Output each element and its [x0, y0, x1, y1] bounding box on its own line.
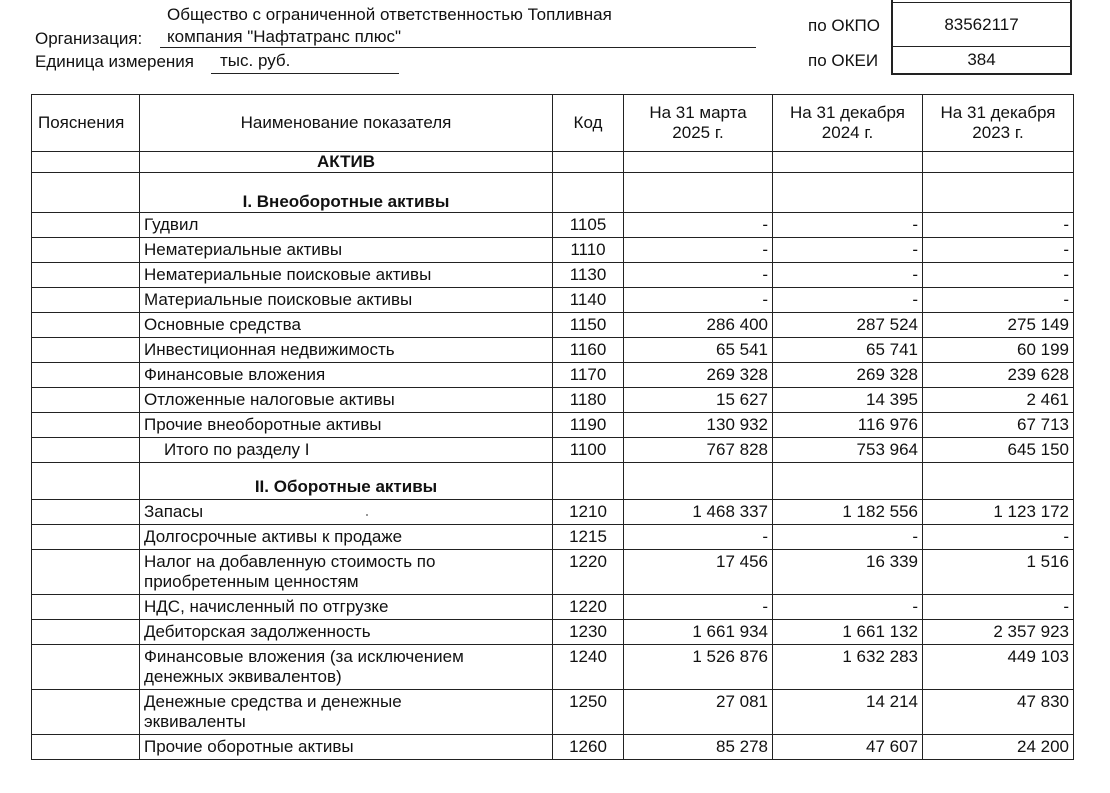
value-2023-12-31: -: [923, 238, 1074, 263]
row-code: 1150: [553, 313, 624, 338]
unit-value: тыс. руб.: [220, 51, 291, 70]
row-code: 1230: [553, 620, 624, 645]
value-2023-12-31: 24 200: [923, 735, 1074, 760]
value-2024-12-31: -: [773, 238, 923, 263]
value-2023-12-31: 2 357 923: [923, 620, 1074, 645]
row-name: Прочие оборотные активы: [140, 735, 553, 760]
col-header-date3: На 31 декабря 2023 г.: [923, 95, 1074, 152]
value-2023-12-31: -: [923, 263, 1074, 288]
value-2024-12-31: -: [773, 288, 923, 313]
table-row: [32, 238, 1074, 263]
row-code: 1110: [553, 238, 624, 263]
row-code: 1190: [553, 413, 624, 438]
section1-heading: I. Внеоборотные активы: [140, 173, 553, 213]
col-header-explanations: Пояснения: [32, 95, 140, 152]
org-name-line2: компания "Нафтатранс плюс": [167, 27, 402, 46]
value-2023-12-31: 1 516: [923, 550, 1074, 595]
table-row: [32, 338, 1074, 363]
value-2024-12-31: 1 661 132: [773, 620, 923, 645]
table-row: [32, 550, 1074, 595]
table-body: [32, 152, 1074, 760]
value-2024-12-31: 1 182 556: [773, 500, 923, 525]
row-code: 1260: [553, 735, 624, 760]
row-code: 1140: [553, 288, 624, 313]
table-row: [32, 363, 1074, 388]
balance-sheet-table: [31, 94, 1074, 760]
explanation-cell: [32, 388, 140, 413]
value-2025-03-31: -: [624, 263, 773, 288]
empty-cell: [553, 152, 624, 173]
explanation-cell: [32, 550, 140, 595]
value-2023-12-31: 275 149: [923, 313, 1074, 338]
row-code: 1220: [553, 550, 624, 595]
value-2025-03-31: -: [624, 213, 773, 238]
codes-box: [891, 0, 1072, 75]
explanation-cell: [32, 620, 140, 645]
value-2024-12-31: 269 328: [773, 363, 923, 388]
okei-value: 384: [967, 50, 996, 69]
row-name: Нематериальные поисковые активы: [140, 263, 553, 288]
value-2023-12-31: 645 150: [923, 438, 1074, 463]
value-2023-12-31: -: [923, 288, 1074, 313]
row-name: НДС, начисленный по отгрузке: [140, 595, 553, 620]
empty-cell: [773, 463, 923, 500]
row-code: 1130: [553, 263, 624, 288]
section2-heading: II. Оборотные активы: [140, 463, 553, 500]
explanation-cell: [32, 288, 140, 313]
explanation-cell: [32, 363, 140, 388]
okei-label: по ОКЕИ: [808, 51, 879, 70]
value-2024-12-31: -: [773, 595, 923, 620]
empty-cell: [923, 152, 1074, 173]
row-code: 1210: [553, 500, 624, 525]
explanation-cell: [32, 213, 140, 238]
value-2024-12-31: 116 976: [773, 413, 923, 438]
row-name: Прочие внеоборотные активы: [140, 413, 553, 438]
explanation-cell: [32, 735, 140, 760]
value-2025-03-31: 1 468 337: [624, 500, 773, 525]
row-name: Материальные поисковые активы: [140, 288, 553, 313]
table-row: [32, 313, 1074, 338]
explanation-cell: [32, 263, 140, 288]
table-header-row: [32, 95, 1074, 152]
row-code: 1180: [553, 388, 624, 413]
empty-cell: [773, 173, 923, 213]
value-2025-03-31: 15 627: [624, 388, 773, 413]
value-2024-12-31: 16 339: [773, 550, 923, 595]
value-2025-03-31: 1 526 876: [624, 645, 773, 690]
explanation-cell: [32, 338, 140, 363]
table-row: [32, 413, 1074, 438]
value-2025-03-31: 17 456: [624, 550, 773, 595]
value-2024-12-31: -: [773, 525, 923, 550]
empty-cell: [923, 463, 1074, 500]
row-code: 1220: [553, 595, 624, 620]
empty-cell: [624, 173, 773, 213]
row-name: Инвестиционная недвижимость: [140, 338, 553, 363]
row-name: Основные средства: [140, 313, 553, 338]
row-name: Налог на добавленную стоимость по приобретенным ценностям: [140, 550, 553, 595]
row-code: 1170: [553, 363, 624, 388]
empty-cell: [923, 173, 1074, 213]
value-2024-12-31: 753 964: [773, 438, 923, 463]
value-2024-12-31: -: [773, 213, 923, 238]
row-code: 1240: [553, 645, 624, 690]
table-row: [32, 263, 1074, 288]
table-row: [32, 525, 1074, 550]
value-2024-12-31: 65 741: [773, 338, 923, 363]
value-2025-03-31: 269 328: [624, 363, 773, 388]
table-row: [32, 388, 1074, 413]
value-2025-03-31: 85 278: [624, 735, 773, 760]
row-code: 1100: [553, 438, 624, 463]
table-row: [32, 690, 1074, 735]
value-2023-12-31: -: [923, 595, 1074, 620]
asset-heading: АКТИВ: [140, 152, 553, 173]
value-2025-03-31: -: [624, 525, 773, 550]
col-header-name: Наименование показателя: [140, 95, 553, 152]
row-name: Гудвил: [140, 213, 553, 238]
empty-cell: [624, 463, 773, 500]
row-name: Денежные средства и денежные эквиваленты: [140, 690, 553, 735]
row-code: 1215: [553, 525, 624, 550]
row-code: 1250: [553, 690, 624, 735]
table-row: [32, 288, 1074, 313]
value-2025-03-31: 65 541: [624, 338, 773, 363]
row-name: Финансовые вложения (за исключением денежных эквивалентов): [140, 645, 553, 690]
row-code: 1105: [553, 213, 624, 238]
value-2024-12-31: -: [773, 263, 923, 288]
explanation-cell: [32, 438, 140, 463]
value-2023-12-31: 2 461: [923, 388, 1074, 413]
table-row: [32, 645, 1074, 690]
row-name: Долгосрочные активы к продаже: [140, 525, 553, 550]
explanation-cell: [32, 500, 140, 525]
okpo-label: по ОКПО: [808, 16, 880, 35]
row-name: Отложенные налоговые активы: [140, 388, 553, 413]
table-row: [32, 213, 1074, 238]
table-row: [32, 735, 1074, 760]
unit-label: Единица измерения: [35, 52, 194, 71]
table-row: [32, 500, 1074, 525]
value-2023-12-31: 449 103: [923, 645, 1074, 690]
explanation-cell: [32, 173, 140, 213]
codes-box-top-line: [893, 2, 1070, 3]
explanation-cell: [32, 690, 140, 735]
codes-box-divider: [893, 46, 1070, 47]
explanation-cell: [32, 152, 140, 173]
table-row: [32, 438, 1074, 463]
value-2023-12-31: 67 713: [923, 413, 1074, 438]
value-2025-03-31: 1 661 934: [624, 620, 773, 645]
value-2023-12-31: 47 830: [923, 690, 1074, 735]
value-2023-12-31: 1 123 172: [923, 500, 1074, 525]
value-2023-12-31: 60 199: [923, 338, 1074, 363]
value-2025-03-31: 767 828: [624, 438, 773, 463]
value-2024-12-31: 47 607: [773, 735, 923, 760]
empty-cell: [773, 152, 923, 173]
okpo-value: 83562117: [944, 15, 1019, 34]
empty-cell: [553, 463, 624, 500]
value-2024-12-31: 287 524: [773, 313, 923, 338]
value-2023-12-31: -: [923, 525, 1074, 550]
empty-cell: [624, 152, 773, 173]
value-2023-12-31: -: [923, 213, 1074, 238]
value-2025-03-31: -: [624, 238, 773, 263]
value-2024-12-31: 1 632 283: [773, 645, 923, 690]
col-header-date1: На 31 марта 2025 г.: [624, 95, 773, 152]
value-2023-12-31: 239 628: [923, 363, 1074, 388]
explanation-cell: [32, 413, 140, 438]
row-name: Итого по разделу I: [140, 438, 553, 463]
explanation-cell: [32, 595, 140, 620]
table-row: [32, 595, 1074, 620]
explanation-cell: [32, 463, 140, 500]
org-label: Организация:: [35, 29, 143, 48]
explanation-cell: [32, 313, 140, 338]
org-underline: [160, 47, 756, 48]
row-code: 1160: [553, 338, 624, 363]
row-name: Запасы: [140, 500, 553, 525]
value-2024-12-31: 14 214: [773, 690, 923, 735]
value-2024-12-31: 14 395: [773, 388, 923, 413]
value-2025-03-31: -: [624, 595, 773, 620]
empty-cell: [553, 173, 624, 213]
section-row: [32, 463, 1074, 500]
explanation-cell: [32, 238, 140, 263]
row-name: Финансовые вложения: [140, 363, 553, 388]
table-row: [32, 620, 1074, 645]
row-name: Дебиторская задолженность: [140, 620, 553, 645]
unit-underline: [211, 73, 399, 74]
org-name-line1: Общество с ограниченной ответственностью Топливная: [167, 5, 612, 24]
explanation-cell: [32, 645, 140, 690]
explanation-cell: [32, 525, 140, 550]
value-2025-03-31: 27 081: [624, 690, 773, 735]
value-2025-03-31: 130 932: [624, 413, 773, 438]
value-2025-03-31: -: [624, 288, 773, 313]
value-2025-03-31: 286 400: [624, 313, 773, 338]
section-row: [32, 173, 1074, 213]
col-header-date2: На 31 декабря 2024 г.: [773, 95, 923, 152]
col-header-code: Код: [553, 95, 624, 152]
row-name: Нематериальные активы: [140, 238, 553, 263]
section-row: [32, 152, 1074, 173]
